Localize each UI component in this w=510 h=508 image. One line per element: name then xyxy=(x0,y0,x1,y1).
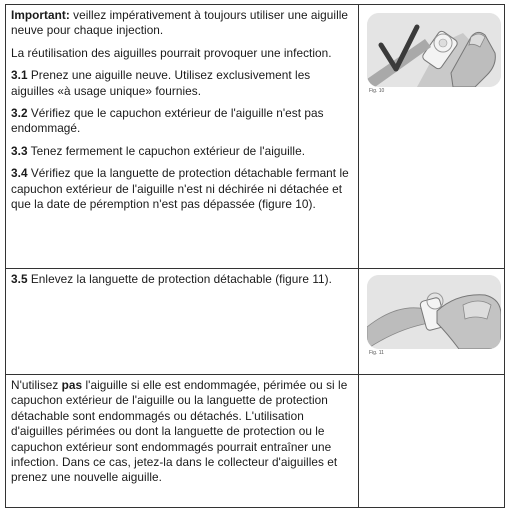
tab-removal-illustration xyxy=(367,275,501,349)
step-3-4 xyxy=(11,166,354,212)
figure-caption: Fig. 10 xyxy=(369,88,385,94)
instruction-table xyxy=(5,4,505,508)
step-text: Prenez une aiguille neuve. Utilisez exclusivement les aiguilles «à usage unique» fournies. xyxy=(11,68,311,98)
warning-cell xyxy=(6,375,359,507)
damaged-needle-warning xyxy=(11,378,354,486)
steps-text-cell xyxy=(6,5,359,268)
warning-text-end: l'aiguille si elle est endommagée, périmée ou si le capuchon extérieur de l'aiguille ou la languette de protection détachable sont endommagés ou détachés. L'utilisation d'aiguilles périmées ou dont la languette de protection ou le capuchon extérieur sont endommagés pourrait entraîner une infection. Dans ce cas, jetez-la dans le collecteur d'aiguilles et prenez une nouvelle aiguille. xyxy=(11,378,348,485)
step-number: 3.2 xyxy=(11,106,28,121)
step-number: 3.4 xyxy=(11,166,28,181)
step-3-3 xyxy=(11,144,354,159)
figure-11-illustration xyxy=(367,275,501,349)
figure-cell xyxy=(359,5,504,268)
table-row xyxy=(6,375,504,507)
step-text: Vérifiez que le capuchon extérieur de l'aiguille n'est pas endommagé. xyxy=(11,106,324,136)
needle-check-illustration xyxy=(367,13,501,87)
warning-text-start: N'utilisez xyxy=(11,378,62,392)
empty-cell xyxy=(359,375,504,507)
step-3-2 xyxy=(11,106,354,137)
table-row xyxy=(6,5,504,269)
step-number: 3.5 xyxy=(11,272,28,286)
step-number: 3.1 xyxy=(11,68,28,83)
step-text: Tenez fermement le capuchon extérieur de l'aiguille. xyxy=(27,143,306,158)
reuse-warning: La réutilisation des aiguilles pourrait provoquer une infection. xyxy=(11,45,332,60)
warning-emphasis: pas xyxy=(61,378,83,392)
step-3-5-cell xyxy=(6,269,359,374)
table-row xyxy=(6,269,504,375)
step-3-1 xyxy=(11,68,354,99)
important-text: veillez impérativement à toujours utiliser une aiguille neuve pour chaque injection. xyxy=(11,8,349,38)
step-text: Enlevez la languette de protection détachable (figure 11). xyxy=(27,272,332,286)
step-3-5 xyxy=(11,272,354,287)
figure-cell xyxy=(359,269,504,374)
important-label: Important: xyxy=(11,8,70,22)
step-number: 3.3 xyxy=(11,143,28,158)
important-note xyxy=(11,8,354,39)
figure-10-illustration xyxy=(367,13,501,87)
figure-caption: Fig. 11 xyxy=(369,350,384,356)
step-text: Vérifiez que la languette de protection détachable fermant le capuchon extérieur de l'aiguille n'est ni déchirée ni détachée et que la date de péremption n'est pas dépassée (figure 10). xyxy=(11,166,349,212)
